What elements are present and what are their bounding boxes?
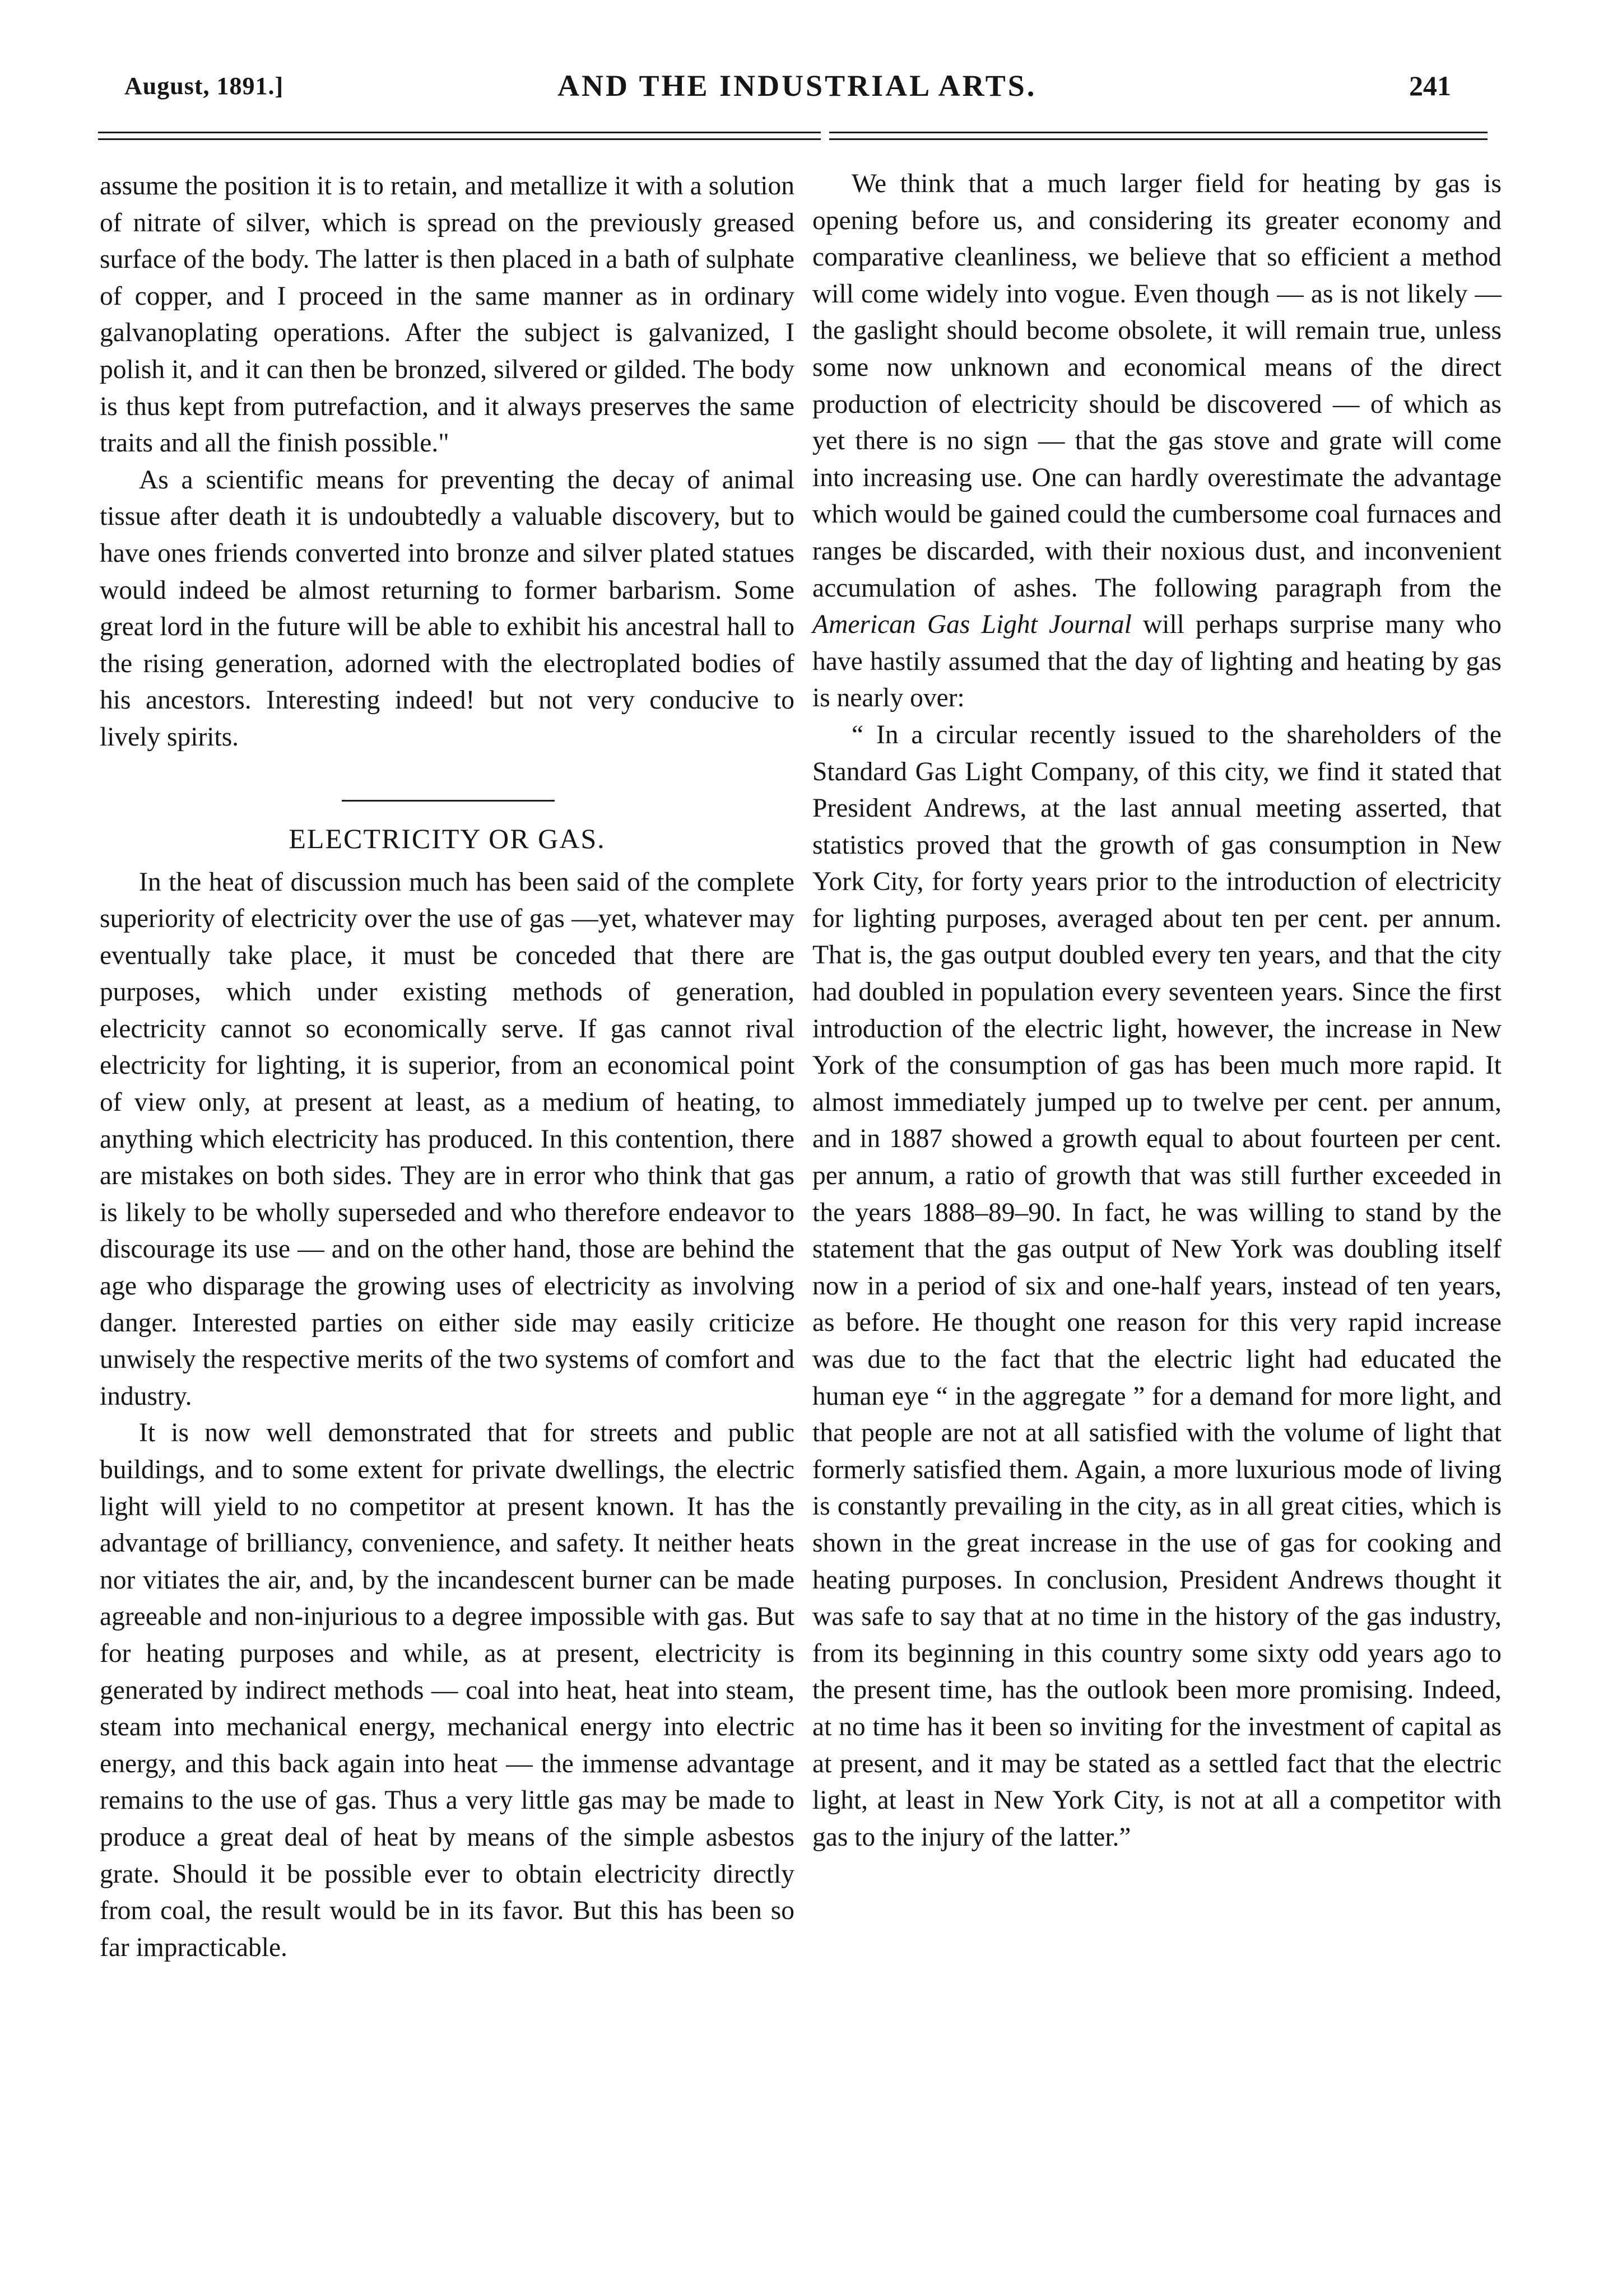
section-separator [342, 800, 555, 802]
article-title: ELECTRICITY OR GAS. [289, 822, 606, 854]
issue-date: August, 1891.] [124, 72, 284, 100]
article-paragraph [812, 166, 1502, 717]
article-paragraph: It is now well demonstrated that for streets and public buildings, and to some extent for private dwellings, the electric light will yield to no competitor at present known. It has the advantage of brilliancy, convenience, and safety. It neither heats nor vitiates the air, and, by the incandescent burner can be made agreeable and non-injurious to a degree impossible with gas. But for heating purposes and while, as at present, electricity is generated by indirect methods — coal into heat, heat into steam, steam into mechanical energy, mechanical energy into electric energy, and this back again into heat — the immense advantage remains to the use of gas. Thus a very little gas may be made to produce a great deal of heat by means of the simple asbestos grate. Should it be possible ever to obtain electricity directly from coal, the result would be in its favor. But this has been so far impracticable. [100, 1418, 794, 1962]
journal-title: AND THE INDUSTRIAL ARTS. [557, 69, 1037, 103]
commentary-paragraph: As a scientific means for preventing the decay of animal tissue after death it is undoubtedly a valuable discovery, but to have ones friends converted into bronze and silver plated statues would indeed be almost returning to former barbarism. Some great lord in the future will be able to exhibit his ancestral hall to the rising generation, adorned with the electroplated bodies of his ancestors. Interesting indeed! but not very conducive to lively spirits. [100, 465, 794, 752]
header-rule-left [98, 132, 821, 140]
running-header [0, 69, 1599, 117]
header-rule-right [829, 132, 1488, 140]
paragraph-text: We think that a much larger field for heating by gas is opening before us, and considering its greater economy and comparative cleanliness, we believe that so efficient a method will come widely into vogue. Even though — as is not likely — the gaslight should become obsolete, it will remain true, unless some now unknown and economical means of the direct production of electricity should be discovered — of which as yet there is no sign — that the gas stove and grate will come into increasing use. One can hardly overestimate the advantage which would be gained could the cumbersome coal furnaces and ranges be discarded, with their noxious dust, and inconvenient accumulation of ashes. The following paragraph from the [812, 169, 1502, 603]
quoted-paragraph: “ In a circular recently issued to the shareholders of the Standard Gas Light Company, of this city, we find it stated that President Andrews, at the last annual meeting asserted, that statistics proved that the growth of gas consumption in New York City, for forty years prior to the introduction of electricity for lighting purposes, averaged about ten per cent. per annum. That is, the gas output doubled every ten years, and that the city had doubled in population every seventeen years. Since the first introduction of the electric light, however, the increase in New York of the consumption of gas has been much more rapid. It almost immediately jumped up to twelve per cent. per annum, and in 1887 showed a growth equal to about fourteen per cent. per annum, a ratio of growth that was still further exceeded in the years 1888–89–90. In fact, he was willing to stand by the statement that the gas output of New York was doubling itself now in a period of six and one-half years, instead of ten years, as before. He thought one reason for this very rapid increase was due to the fact that the electric light had educated the human eye “ in the aggregate ” for a demand for more light, and that people are not at all satisfied with the volume of light that formerly satisfied them. Again, a more luxurious mode of living is constantly prevailing in the city, as in all great cities, which is shown in the great increase in the use of gas for cooking and heating purposes. In conclusion, President Andrews thought it was safe to say that at no time in the history of the gas industry, from its beginning in this country some sixty odd years ago to the present time, has the outlook been more promising. Indeed, at no time has it been so inviting for the investment of capital as at present, and it may be stated as a settled fact that the electric light, at least in New York City, is not at all a competitor with gas to the injury of the latter.” [812, 720, 1502, 1852]
paragraph-text: will perhaps surprise many who have hastily assumed that the day of lighting and heating by gas is nearly over: [812, 610, 1502, 713]
right-column [812, 166, 1502, 1856]
left-column [100, 168, 794, 1966]
article-paragraph: In the heat of discussion much has been said of the complete superiority of electricity over the use of gas —yet, whatever may eventually take place, it must be conceded that there are purposes, which under existing methods of generation, electricity cannot so economically serve. If gas cannot rival electricity for lighting, it is superior, from an economical point of view only, at present at least, as a medium of heating, to anything which electricity has produced. In this contention, there are mistakes on both sides. They are in error who think that gas is likely to be wholly superseded and who therefore endeavor to discourage its use — and on the other hand, those are behind the age who disparage the growing uses of electricity as involving danger. Interested parties on either side may easily criticize unwisely the respective merits of the two systems of comfort and industry. [100, 867, 794, 1411]
continued-paragraph: assume the position it is to retain, and metallize it with a solution of nitrate of silver, which is spread on the previously greased surface of the body. The latter is then placed in a bath of sulphate of copper, and I proceed in the same manner as in ordinary galvanoplating operations. After the subject is galvanized, I polish it, and it can then be bronzed, silvered or gilded. The body is thus kept from putrefaction, and it always preserves the same traits and all the finish possible." [100, 171, 794, 458]
journal-name: American Gas Light Journal [812, 610, 1132, 640]
page-number: 241 [1409, 70, 1451, 101]
